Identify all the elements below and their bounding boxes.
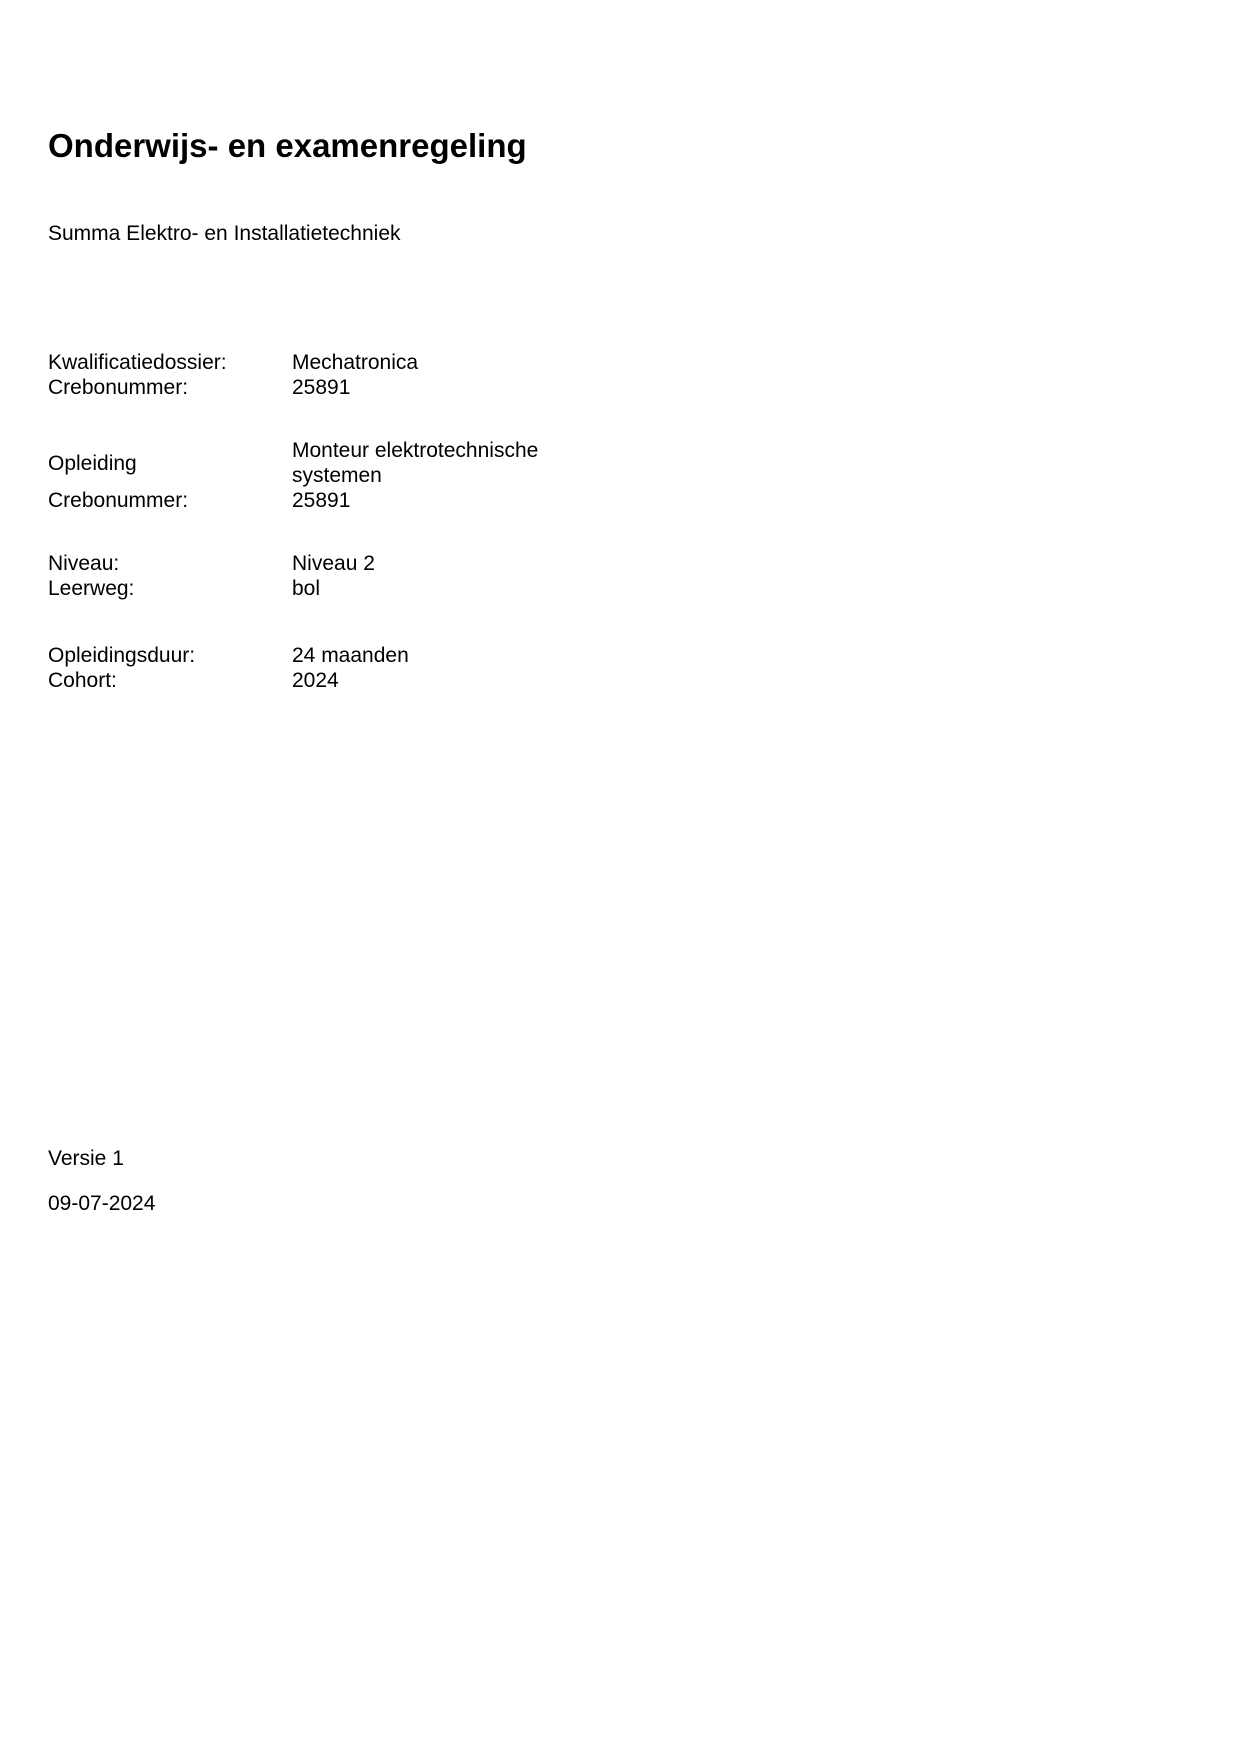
info-value: Niveau 2 bbox=[292, 552, 375, 575]
info-group-kwalificatiedossier bbox=[48, 350, 562, 400]
info-row bbox=[48, 576, 562, 601]
info-row bbox=[48, 668, 562, 693]
info-value: Monteur elektrotechnische systemen bbox=[292, 439, 539, 487]
info-group-niveau bbox=[48, 551, 562, 601]
info-group-opleidingsduur bbox=[48, 643, 562, 693]
page-subtitle: Summa Elektro- en Installatietechniek bbox=[48, 222, 401, 245]
info-label: Crebonummer: bbox=[48, 489, 189, 512]
info-label: Crebonummer: bbox=[48, 376, 189, 399]
info-label: Opleiding bbox=[48, 451, 137, 475]
info-row bbox=[48, 350, 562, 375]
page-title: Onderwijs- en examenregeling bbox=[48, 127, 527, 164]
spacer bbox=[48, 400, 562, 438]
spacer bbox=[48, 513, 562, 551]
info-row bbox=[48, 488, 562, 513]
info-row bbox=[48, 438, 562, 488]
info-label: Leerweg: bbox=[48, 577, 135, 600]
info-row bbox=[48, 375, 562, 400]
version-label: Versie 1 bbox=[48, 1147, 124, 1170]
date-label: 09-07-2024 bbox=[48, 1192, 156, 1215]
info-row bbox=[48, 643, 562, 668]
info-label: Cohort: bbox=[48, 669, 117, 692]
info-label: Niveau: bbox=[48, 552, 120, 575]
spacer bbox=[48, 601, 562, 643]
info-table bbox=[48, 350, 562, 693]
info-label: Kwalificatiedossier: bbox=[48, 351, 227, 374]
info-group-opleiding bbox=[48, 438, 562, 513]
info-value: 25891 bbox=[292, 489, 351, 512]
info-value: 2024 bbox=[292, 669, 339, 692]
info-value: bol bbox=[292, 577, 321, 600]
info-value: 24 maanden bbox=[292, 644, 409, 667]
info-label: Opleidingsduur: bbox=[48, 644, 196, 667]
info-value: 25891 bbox=[292, 376, 351, 399]
info-value: Mechatronica bbox=[292, 351, 419, 374]
info-row bbox=[48, 551, 562, 576]
